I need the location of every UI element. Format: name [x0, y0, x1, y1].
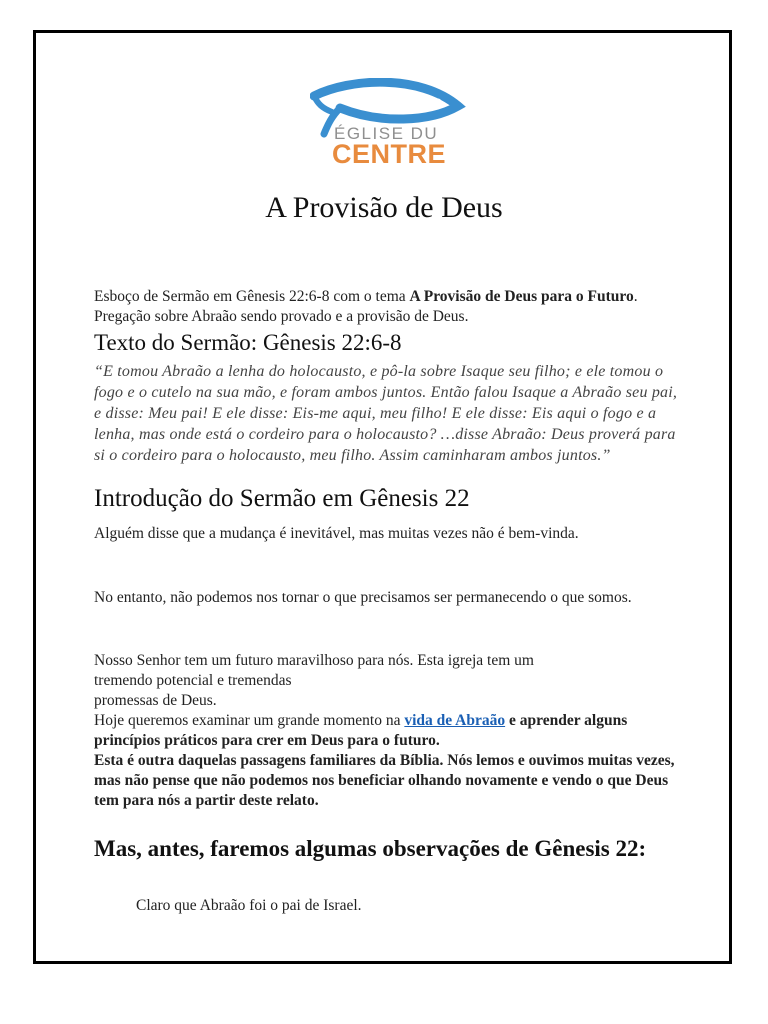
intro-paragraph — [94, 287, 694, 327]
page-title: A Provisão de Deus — [265, 191, 503, 224]
paragraph-change: Alguém disse que a mudança é inevitável, mas muitas vezes não é bem-vinda. — [94, 525, 579, 542]
church-logo — [310, 78, 470, 170]
sermon-text-heading: Texto do Sermão: Gênesis 22:6-8 — [94, 330, 402, 355]
future-line-4 — [94, 711, 694, 751]
intro-bold-theme: A Provisão de Deus para o Futuro — [409, 288, 634, 305]
observations-heading: Mas, antes, faremos algumas observações de Gênesis 22: — [94, 836, 647, 861]
intro-text-1: Esboço de Sermão em Gênesis 22:6-8 com o tema — [94, 288, 410, 305]
future-line-1: Nosso Senhor tem um futuro maravilhoso para nós. Esta igreja tem um — [94, 652, 534, 669]
future-line-4-pre: Hoje queremos examinar um grande momento na — [94, 712, 405, 729]
paragraph-future — [94, 651, 694, 811]
future-line-2: tremendo potencial e tremendas — [94, 672, 292, 689]
logo-line-1: ÉGLISE DU — [334, 124, 439, 143]
logo-line-2: CENTRE — [332, 139, 447, 169]
future-line-4-post: e aprender alguns princípios práticos para crer em Deus para o futuro. — [94, 712, 628, 749]
paragraph-become: No entanto, não podemos nos tornar o que precisamos ser permanecendo o que somos. — [94, 589, 632, 606]
future-line-3: promessas de Deus. — [94, 692, 217, 709]
paragraph-abraham-israel: Claro que Abraão foi o pai de Israel. — [136, 897, 362, 914]
intro-text-2: . Pregação sobre Abraão sendo provado e a provisão de Deus. — [94, 288, 638, 325]
future-line-5: Esta é outra daquelas passagens familiares da Bíblia. Nós lemos e ouvimos muitas vezes, mas não pense que não podemos nos beneficiar olhando novamente e vendo o que Deus tem para nós a partir deste relato. — [94, 752, 675, 809]
introduction-heading: Introdução do Sermão em Gênesis 22 — [94, 485, 470, 512]
scripture-quote: “E tomou Abraão a lenha do holocausto, e pô-la sobre Isaque seu filho; e ele tomou o fogo e o cutelo na sua mão, e foram ambos juntos. Então falou Isaque a Abraão seu pai, e disse: Meu pai! E ele disse: Eis-me aqui, meu filho! E ele disse: Eis aqui o fogo e a lenha, mas onde está o cordeiro para o holocausto? …disse Abraão: Deus proverá para si o cordeiro para o holocausto, meu filho. Assim caminharam ambos juntos.” — [94, 363, 678, 464]
abraham-life-link[interactable]: vida de Abraão — [404, 712, 506, 729]
